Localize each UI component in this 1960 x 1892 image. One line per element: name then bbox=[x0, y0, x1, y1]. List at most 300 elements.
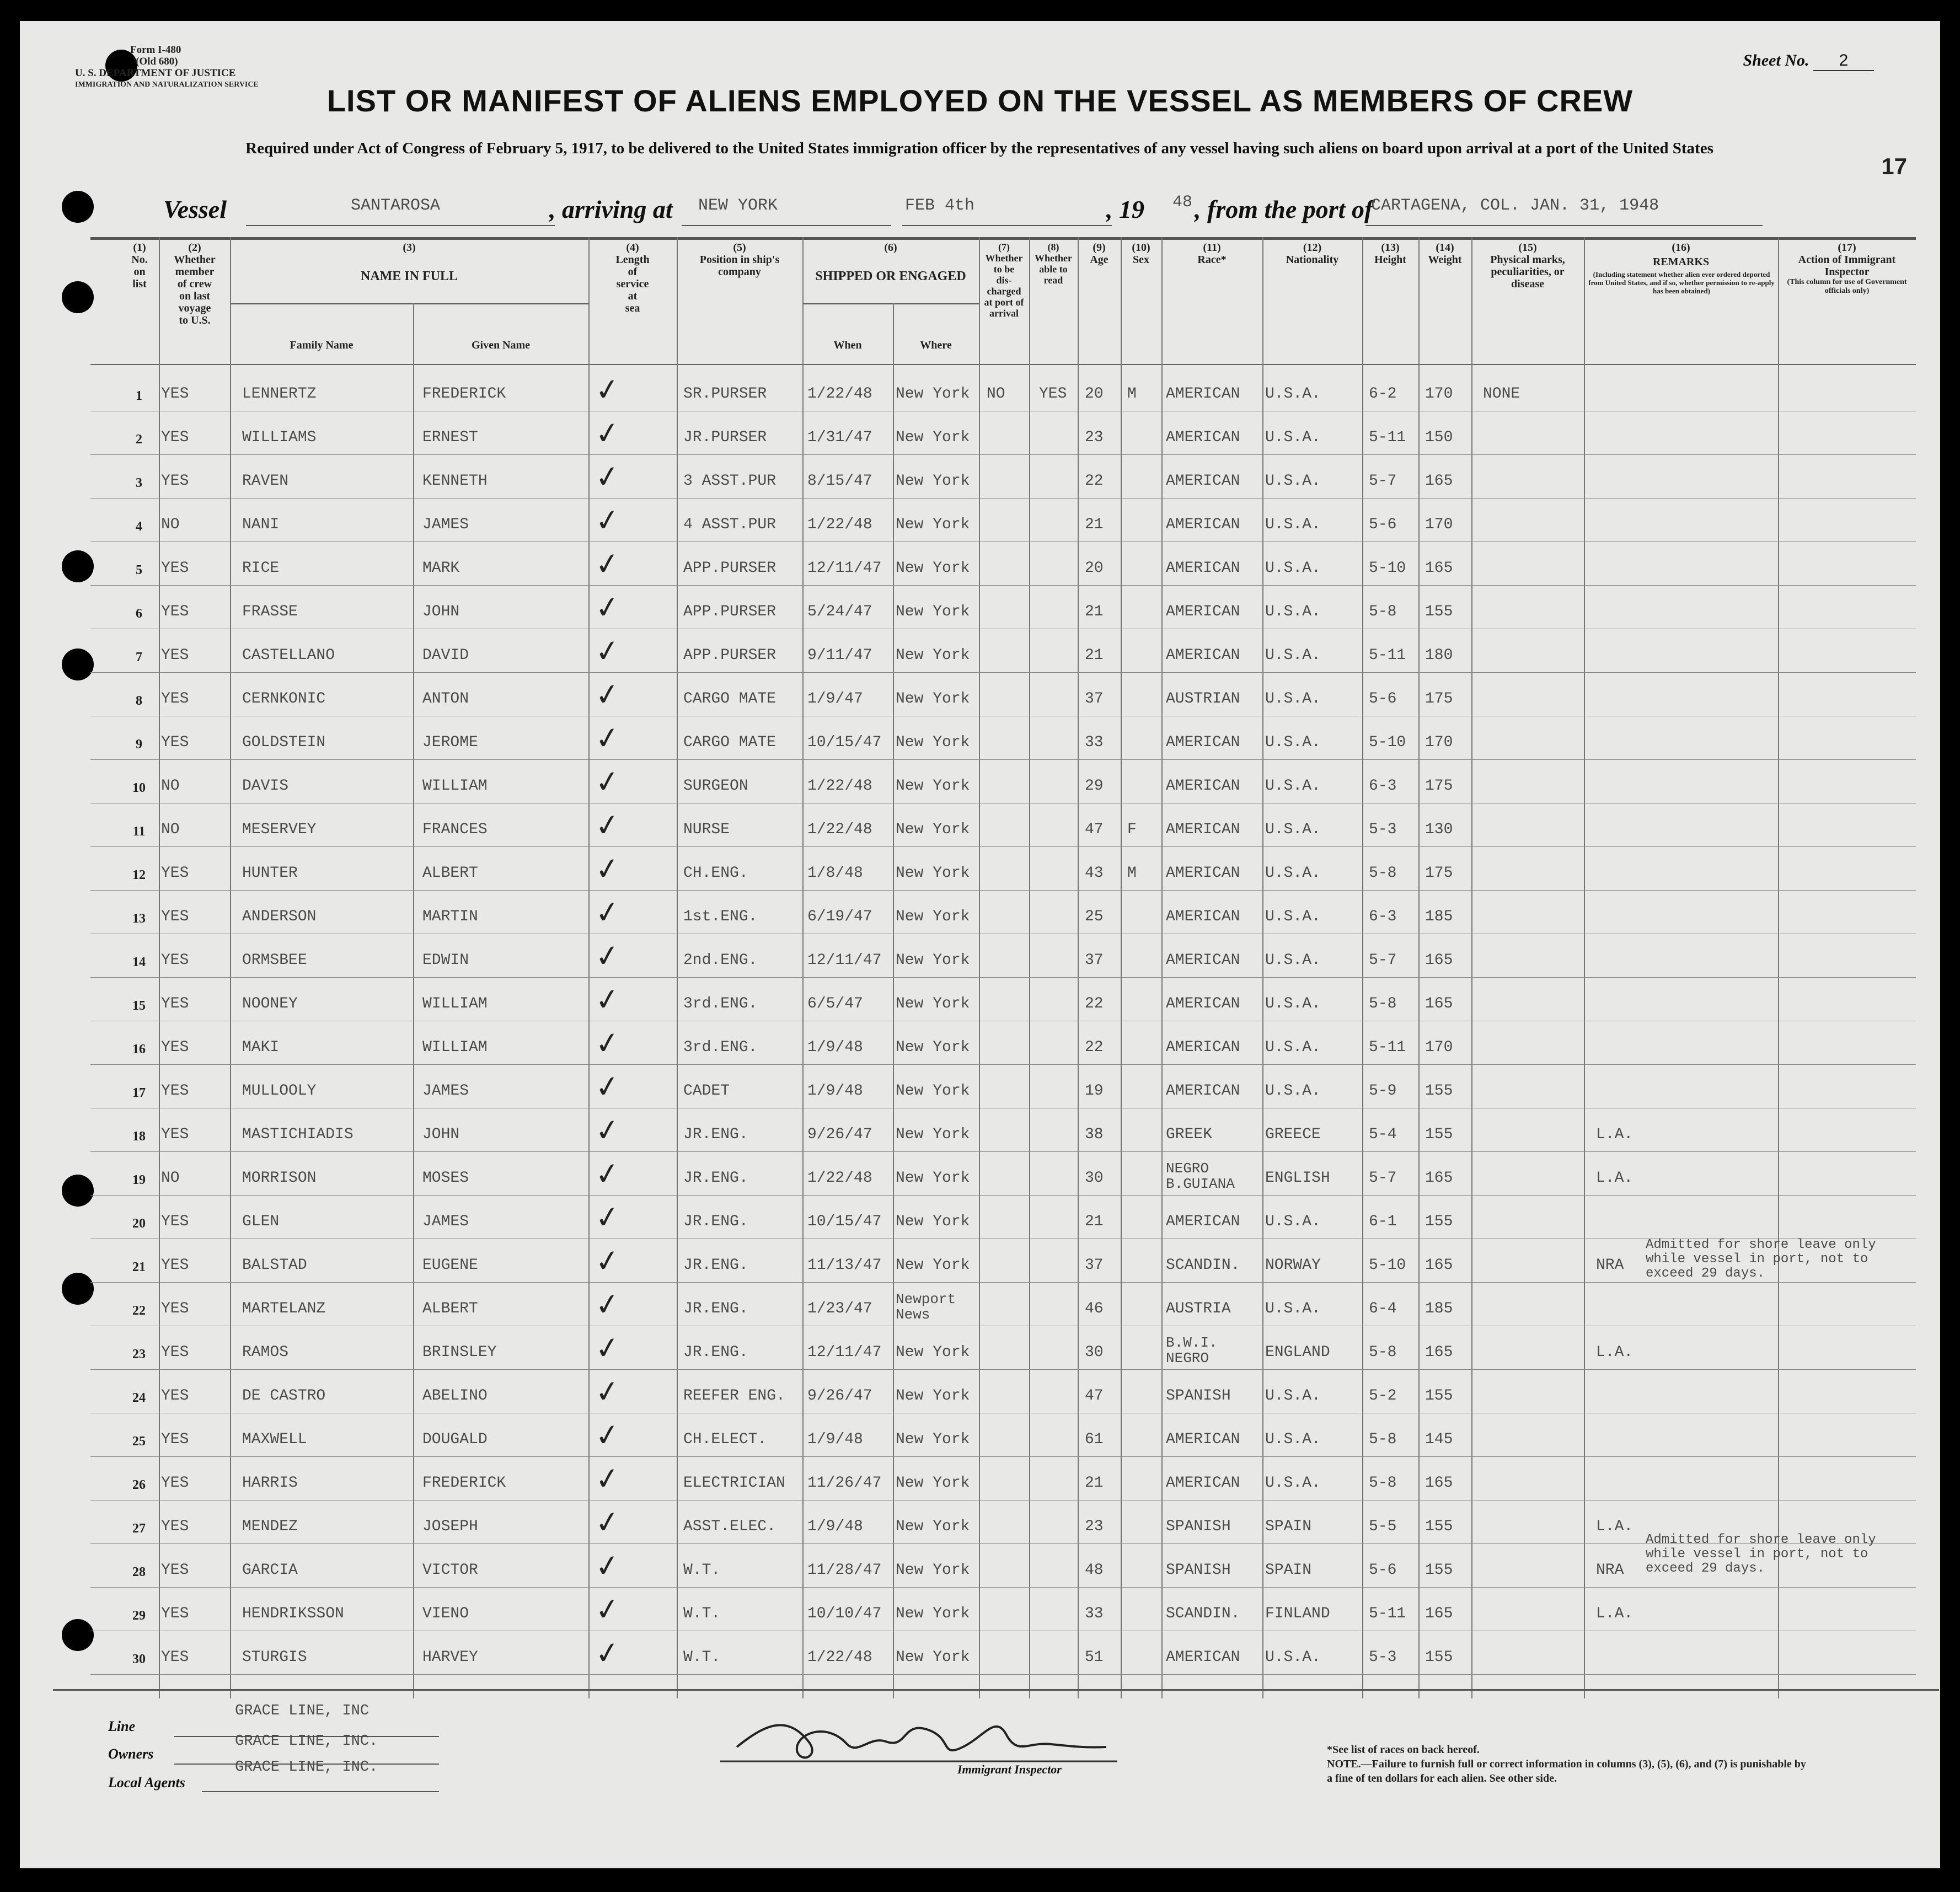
row-shipped-where: New York bbox=[896, 734, 970, 751]
row-race: AMERICAN bbox=[1166, 1431, 1240, 1448]
row-weight: 155 bbox=[1425, 603, 1453, 620]
row-given-name: JAMES bbox=[422, 1213, 469, 1230]
col-header-no: (1) No. on list bbox=[131, 242, 148, 290]
row-weight: 185 bbox=[1425, 908, 1453, 925]
col-header-discharged: (7) Whether to be dis- charged at port of arrival bbox=[984, 242, 1024, 319]
row-position: NURSE bbox=[683, 821, 730, 838]
row-family-name: RICE bbox=[242, 560, 280, 577]
row-shipped-where: New York bbox=[896, 865, 970, 882]
row-weight: 155 bbox=[1425, 1649, 1453, 1666]
row-weight: 185 bbox=[1425, 1300, 1453, 1317]
races-note: *See list of races on back hereof. bbox=[1327, 1744, 1480, 1756]
row-shipped-where: New York bbox=[896, 647, 970, 664]
row-nationality: SPAIN bbox=[1265, 1562, 1312, 1579]
punch-hole bbox=[62, 648, 94, 680]
row-shipped-where: New York bbox=[896, 1213, 970, 1230]
col-header-age: (9) Age bbox=[1090, 242, 1108, 266]
from-port: CARTAGENA, COL. JAN. 31, 1948 bbox=[1371, 196, 1659, 215]
row-shipped-when: 1/22/48 bbox=[807, 385, 872, 403]
row-member: YES bbox=[161, 1649, 189, 1666]
row-race: AMERICAN bbox=[1166, 1213, 1240, 1230]
service-checkmark-icon: ✓ bbox=[592, 1155, 623, 1193]
row-given-name: ALBERT bbox=[422, 865, 478, 882]
row-age: 29 bbox=[1085, 778, 1104, 795]
row-race: AUSTRIAN bbox=[1166, 690, 1240, 708]
row-number: 9 bbox=[136, 737, 142, 752]
row-member: NO bbox=[161, 516, 180, 533]
row-given-name: KENNETH bbox=[422, 473, 488, 490]
arrival-date: FEB 4th bbox=[905, 196, 975, 215]
col-header-when: When bbox=[833, 339, 862, 351]
row-race: AMERICAN bbox=[1166, 821, 1240, 838]
row-race: AMERICAN bbox=[1166, 952, 1240, 969]
row-nationality: ENGLAND bbox=[1265, 1344, 1330, 1361]
row-weight: 155 bbox=[1425, 1126, 1453, 1143]
service-checkmark-icon: ✓ bbox=[592, 1373, 623, 1411]
row-family-name: CERNKONIC bbox=[242, 690, 326, 708]
row-shipped-when: 1/22/48 bbox=[807, 821, 872, 838]
row-position: JR.ENG. bbox=[683, 1126, 748, 1143]
row-given-name: JAMES bbox=[422, 516, 469, 533]
row-race: AMERICAN bbox=[1166, 1039, 1240, 1056]
footer-line-label: Line bbox=[108, 1718, 136, 1734]
row-number: 19 bbox=[132, 1173, 146, 1187]
row-position: APP.PURSER bbox=[683, 647, 776, 664]
row-age: 47 bbox=[1085, 1387, 1104, 1405]
row-weight: 165 bbox=[1425, 1475, 1453, 1492]
row-given-name: ALBERT bbox=[422, 1300, 478, 1317]
row-member: YES bbox=[161, 1126, 189, 1143]
row-number: 18 bbox=[132, 1129, 146, 1144]
row-number: 29 bbox=[132, 1609, 146, 1623]
row-nationality: U.S.A. bbox=[1265, 473, 1321, 490]
service-checkmark-icon: ✓ bbox=[592, 1285, 623, 1323]
row-race: AMERICAN bbox=[1166, 865, 1240, 882]
row-race: AMERICAN bbox=[1166, 734, 1240, 751]
row-nationality: U.S.A. bbox=[1265, 385, 1321, 403]
row-shipped-when: 9/26/47 bbox=[807, 1387, 872, 1405]
row-position: JR.ENG. bbox=[683, 1257, 748, 1274]
row-member: YES bbox=[161, 1518, 189, 1535]
row-position: SURGEON bbox=[683, 778, 748, 795]
row-shipped-when: 1/8/48 bbox=[807, 865, 863, 882]
row-member: YES bbox=[161, 1344, 189, 1361]
shore-leave-note: Admitted for shore leave only while vessel in port, not to exceed 29 days. bbox=[1646, 1532, 1876, 1576]
row-position: JR.ENG. bbox=[683, 1300, 748, 1317]
row-number: 25 bbox=[132, 1434, 146, 1449]
punch-hole bbox=[62, 191, 94, 223]
row-weight: 165 bbox=[1425, 1170, 1453, 1187]
row-age: 43 bbox=[1085, 865, 1104, 882]
row-position: SR.PURSER bbox=[683, 385, 767, 403]
row-shipped-when: 10/15/47 bbox=[807, 1213, 882, 1230]
punch-hole bbox=[62, 1619, 94, 1651]
row-given-name: JOHN bbox=[422, 603, 460, 620]
row-position: W.T. bbox=[683, 1605, 721, 1622]
row-weight: 165 bbox=[1425, 952, 1453, 969]
row-nationality: U.S.A. bbox=[1265, 821, 1321, 838]
col-header-marks: (15) Physical marks, peculiarities, or disease bbox=[1490, 242, 1565, 290]
row-number: 7 bbox=[136, 650, 142, 664]
row-nationality: U.S.A. bbox=[1265, 1039, 1321, 1056]
row-family-name: GARCIA bbox=[242, 1562, 298, 1579]
service-checkmark-icon: ✓ bbox=[592, 893, 623, 931]
row-shipped-when: 6/5/47 bbox=[807, 995, 863, 1012]
row-family-name: MAXWELL bbox=[242, 1431, 307, 1448]
row-number: 20 bbox=[132, 1216, 146, 1231]
row-race: AMERICAN bbox=[1166, 429, 1240, 446]
col-header-action: (17) Action of Immigrant Inspector bbox=[1798, 242, 1896, 278]
row-given-name: VIENO bbox=[422, 1605, 469, 1622]
row-member: YES bbox=[161, 1039, 189, 1056]
row-member: YES bbox=[161, 1605, 189, 1622]
row-height: 5-3 bbox=[1369, 1649, 1397, 1666]
punch-hole bbox=[62, 1273, 94, 1305]
row-nationality: NORWAY bbox=[1265, 1257, 1321, 1274]
row-weight: 180 bbox=[1425, 647, 1453, 664]
service-checkmark-icon: ✓ bbox=[592, 1111, 623, 1149]
row-sex: M bbox=[1127, 385, 1137, 403]
row-member: YES bbox=[161, 734, 189, 751]
col-header-remarks: REMARKS bbox=[1652, 256, 1710, 268]
row-shipped-when: 10/10/47 bbox=[807, 1605, 882, 1622]
row-height: 5-8 bbox=[1369, 1475, 1397, 1492]
row-race: AMERICAN bbox=[1166, 560, 1240, 577]
footer-owners-value: GRACE LINE, INC. bbox=[235, 1733, 378, 1750]
row-position: ELECTRICIAN bbox=[683, 1475, 785, 1492]
row-remarks: NRA bbox=[1596, 1562, 1624, 1579]
row-nationality: GREECE bbox=[1265, 1126, 1321, 1143]
col-header-remarks-num: (16) bbox=[1672, 242, 1690, 254]
row-family-name: STURGIS bbox=[242, 1649, 307, 1666]
row-height: 5-10 bbox=[1369, 734, 1406, 751]
row-position: CH.ENG. bbox=[683, 865, 748, 882]
row-shipped-where: New York bbox=[896, 1649, 970, 1666]
col-header-family: Family Name bbox=[290, 339, 354, 351]
row-height: 5-11 bbox=[1369, 647, 1406, 664]
row-height: 5-6 bbox=[1369, 690, 1397, 708]
row-age: 21 bbox=[1085, 516, 1104, 533]
row-shipped-where: New York bbox=[896, 516, 970, 533]
arrival-year: 48 bbox=[1172, 193, 1193, 212]
row-race: AMERICAN bbox=[1166, 473, 1240, 490]
row-family-name: NOONEY bbox=[242, 995, 298, 1012]
row-height: 5-7 bbox=[1369, 952, 1397, 969]
row-age: 51 bbox=[1085, 1649, 1104, 1666]
row-family-name: RAVEN bbox=[242, 473, 289, 490]
vessel-name: SANTAROSA bbox=[351, 196, 441, 215]
row-family-name: MESERVEY bbox=[242, 821, 317, 838]
row-shipped-when: 11/28/47 bbox=[807, 1562, 882, 1579]
service-checkmark-icon: ✓ bbox=[592, 1329, 623, 1367]
row-member: YES bbox=[161, 603, 189, 620]
row-position: REEFER ENG. bbox=[683, 1387, 785, 1405]
row-nationality: U.S.A. bbox=[1265, 429, 1321, 446]
row-member: YES bbox=[161, 385, 189, 403]
row-age: 19 bbox=[1085, 1082, 1104, 1100]
row-shipped-where: New York bbox=[896, 1344, 970, 1361]
row-race: AMERICAN bbox=[1166, 995, 1240, 1012]
row-weight: 165 bbox=[1425, 473, 1453, 490]
row-race: AMERICAN bbox=[1166, 603, 1240, 620]
row-shipped-where: New York bbox=[896, 952, 970, 969]
row-shipped-where: New York bbox=[896, 821, 970, 838]
col-header-member: (2) Whether member of crew on last voyage to U.S. bbox=[174, 242, 216, 326]
row-height: 5-2 bbox=[1369, 1387, 1397, 1405]
service-checkmark-icon: ✓ bbox=[592, 806, 623, 844]
row-member: YES bbox=[161, 1082, 189, 1100]
row-age: 61 bbox=[1085, 1431, 1104, 1448]
row-height: 5-9 bbox=[1369, 1082, 1397, 1100]
row-race: AMERICAN bbox=[1166, 385, 1240, 403]
sheet-value: 2 bbox=[1813, 51, 1874, 71]
row-position: JR.ENG. bbox=[683, 1213, 748, 1230]
row-family-name: MASTICHIADIS bbox=[242, 1126, 354, 1143]
row-height: 5-5 bbox=[1369, 1518, 1397, 1535]
row-weight: 170 bbox=[1425, 385, 1453, 403]
service-checkmark-icon: ✓ bbox=[592, 980, 623, 1019]
row-nationality: U.S.A. bbox=[1265, 690, 1321, 708]
row-given-name: ANTON bbox=[422, 690, 469, 708]
service-checkmark-icon: ✓ bbox=[592, 676, 623, 714]
row-family-name: MENDEZ bbox=[242, 1518, 298, 1535]
col-header-remarks-note: (Including statement whether alien ever ordered deported from United States, and if so, whether permission to re-apply has been obtained) bbox=[1588, 270, 1775, 295]
row-height: 5-7 bbox=[1369, 473, 1397, 490]
row-age: 20 bbox=[1085, 560, 1104, 577]
row-remarks: NRA bbox=[1596, 1257, 1624, 1274]
row-shipped-where: New York bbox=[896, 1082, 970, 1100]
row-family-name: NANI bbox=[242, 516, 280, 533]
row-given-name: WILLIAM bbox=[422, 995, 488, 1012]
row-position: W.T. bbox=[683, 1649, 721, 1666]
row-given-name: EUGENE bbox=[422, 1257, 478, 1274]
punch-hole bbox=[62, 1175, 94, 1207]
sheet-label: Sheet No. bbox=[1743, 51, 1809, 69]
penalty-note: NOTE.—Failure to furnish full or correct information in columns (3), (5), (6), and (7) is punishable by a fine of ten dollars for each alien. See other side. bbox=[1327, 1758, 1806, 1784]
row-family-name: ANDERSON bbox=[242, 908, 317, 925]
row-height: 5-8 bbox=[1369, 995, 1397, 1012]
service-checkmark-icon: ✓ bbox=[592, 1416, 623, 1454]
row-nationality: U.S.A. bbox=[1265, 1475, 1321, 1492]
row-shipped-when: 9/26/47 bbox=[807, 1126, 872, 1143]
shore-leave-note: Admitted for shore leave only while vessel in port, not to exceed 29 days. bbox=[1646, 1237, 1876, 1281]
row-shipped-where: New York bbox=[896, 603, 970, 620]
row-height: 6-4 bbox=[1369, 1300, 1397, 1317]
manifest-table bbox=[90, 237, 1916, 1698]
row-shipped-where: New York bbox=[896, 1518, 970, 1535]
row-family-name: DE CASTRO bbox=[242, 1387, 326, 1405]
row-height: 5-4 bbox=[1369, 1126, 1397, 1143]
row-shipped-when: 11/26/47 bbox=[807, 1475, 882, 1492]
row-number: 21 bbox=[132, 1260, 146, 1274]
row-shipped-when: 8/15/47 bbox=[807, 473, 872, 490]
manifest-sheet bbox=[20, 21, 1940, 1868]
row-given-name: DAVID bbox=[422, 647, 469, 664]
row-nationality: U.S.A. bbox=[1265, 995, 1321, 1012]
row-shipped-where: New York bbox=[896, 1562, 970, 1579]
row-nationality: U.S.A. bbox=[1265, 1082, 1321, 1100]
row-sex: M bbox=[1127, 865, 1137, 882]
page-subtitle: Required under Act of Congress of February 5, 1917, to be delivered to the United States immigration officer by the representatives of any vessel having such aliens on board upon arrival at a port of the United States bbox=[245, 140, 1713, 157]
row-shipped-where: New York bbox=[896, 1605, 970, 1622]
from-port-label: , from the port of bbox=[1195, 195, 1373, 223]
row-nationality: U.S.A. bbox=[1265, 734, 1321, 751]
row-weight: 165 bbox=[1425, 1605, 1453, 1622]
row-remarks: L.A. bbox=[1596, 1170, 1634, 1187]
row-remarks: L.A. bbox=[1596, 1344, 1634, 1361]
row-family-name: HARRIS bbox=[242, 1475, 298, 1492]
row-weight: 170 bbox=[1425, 516, 1453, 533]
row-race: AMERICAN bbox=[1166, 908, 1240, 925]
arrival-port: NEW YORK bbox=[698, 196, 778, 215]
row-age: 22 bbox=[1085, 995, 1104, 1012]
row-family-name: GOLDSTEIN bbox=[242, 734, 326, 751]
row-given-name: MARK bbox=[422, 560, 460, 577]
row-weight: 155 bbox=[1425, 1387, 1453, 1405]
page-number: 17 bbox=[1881, 153, 1907, 179]
col-header-read: (8) Whether able to read bbox=[1035, 242, 1072, 286]
row-family-name: DAVIS bbox=[242, 778, 289, 795]
row-shipped-when: 11/13/47 bbox=[807, 1257, 882, 1274]
row-position: 3rd.ENG. bbox=[683, 1039, 758, 1056]
col-header-length: (4) Length of service at sea bbox=[615, 242, 650, 314]
row-race: AMERICAN bbox=[1166, 647, 1240, 664]
row-position: CARGO MATE bbox=[683, 734, 776, 751]
service-checkmark-icon: ✓ bbox=[592, 850, 623, 888]
row-shipped-where: New York bbox=[896, 1170, 970, 1187]
row-weight: 175 bbox=[1425, 778, 1453, 795]
row-given-name: ERNEST bbox=[422, 429, 478, 446]
row-given-name: MARTIN bbox=[422, 908, 478, 925]
service-checkmark-icon: ✓ bbox=[592, 1460, 623, 1498]
row-shipped-when: 1/9/47 bbox=[807, 690, 863, 708]
row-given-name: FREDERICK bbox=[422, 1475, 506, 1492]
row-height: 5-11 bbox=[1369, 1039, 1406, 1056]
row-shipped-when: 1/31/47 bbox=[807, 429, 872, 446]
row-member: YES bbox=[161, 560, 189, 577]
row-given-name: ABELINO bbox=[422, 1387, 488, 1405]
row-number: 14 bbox=[132, 955, 146, 969]
row-race: NEGRO B.GUIANA bbox=[1166, 1160, 1235, 1192]
row-age: 30 bbox=[1085, 1344, 1104, 1361]
footer-agents-value: GRACE LINE, INC. bbox=[235, 1759, 378, 1776]
row-shipped-when: 1/22/48 bbox=[807, 1170, 872, 1187]
row-nationality: U.S.A. bbox=[1265, 1649, 1321, 1666]
row-remarks: L.A. bbox=[1596, 1518, 1634, 1535]
row-remarks: L.A. bbox=[1596, 1605, 1634, 1622]
row-shipped-when: 12/11/47 bbox=[807, 952, 882, 969]
service: IMMIGRATION AND NATURALIZATION SERVICE bbox=[75, 81, 259, 89]
row-member: YES bbox=[161, 1562, 189, 1579]
row-number: 3 bbox=[136, 476, 142, 490]
arriving-label: , arriving at bbox=[549, 195, 673, 223]
row-age: 38 bbox=[1085, 1126, 1104, 1143]
row-number: 13 bbox=[132, 912, 146, 926]
row-position: 2nd.ENG. bbox=[683, 952, 758, 969]
row-number: 5 bbox=[136, 563, 142, 577]
service-checkmark-icon: ✓ bbox=[592, 1590, 623, 1628]
row-age: 46 bbox=[1085, 1300, 1104, 1317]
row-discharged: NO bbox=[987, 385, 1005, 403]
row-given-name: WILLIAM bbox=[422, 778, 488, 795]
row-height: 5-8 bbox=[1369, 1344, 1397, 1361]
row-weight: 170 bbox=[1425, 1039, 1453, 1056]
row-member: YES bbox=[161, 473, 189, 490]
row-shipped-when: 9/11/47 bbox=[807, 647, 872, 664]
row-weight: 155 bbox=[1425, 1213, 1453, 1230]
form-number: Form I-480 bbox=[130, 44, 181, 56]
row-weight: 165 bbox=[1425, 995, 1453, 1012]
row-weight: 145 bbox=[1425, 1431, 1453, 1448]
row-race: SPANISH bbox=[1166, 1387, 1231, 1405]
row-member: YES bbox=[161, 1387, 189, 1405]
row-family-name: MAKI bbox=[242, 1039, 280, 1056]
row-height: 5-11 bbox=[1369, 1605, 1406, 1622]
row-nationality: U.S.A. bbox=[1265, 778, 1321, 795]
row-nationality: U.S.A. bbox=[1265, 1213, 1321, 1230]
row-shipped-when: 5/24/47 bbox=[807, 603, 872, 620]
row-nationality: U.S.A. bbox=[1265, 647, 1321, 664]
row-shipped-when: 1/9/48 bbox=[807, 1039, 863, 1056]
row-number: 27 bbox=[132, 1521, 146, 1536]
row-race: AUSTRIA bbox=[1166, 1300, 1231, 1317]
row-family-name: HUNTER bbox=[242, 865, 298, 882]
row-number: 15 bbox=[132, 999, 146, 1013]
row-weight: 150 bbox=[1425, 429, 1453, 446]
row-family-name: FRASSE bbox=[242, 603, 298, 620]
row-shipped-when: 1/22/48 bbox=[807, 1649, 872, 1666]
row-nationality: U.S.A. bbox=[1265, 1300, 1321, 1317]
row-race: AMERICAN bbox=[1166, 1649, 1240, 1666]
row-height: 5-8 bbox=[1369, 1431, 1397, 1448]
row-weight: 130 bbox=[1425, 821, 1453, 838]
row-weight: 165 bbox=[1425, 560, 1453, 577]
row-given-name: JOSEPH bbox=[422, 1518, 478, 1535]
row-member: YES bbox=[161, 647, 189, 664]
row-nationality: U.S.A. bbox=[1265, 952, 1321, 969]
row-shipped-where: New York bbox=[896, 908, 970, 925]
row-age: 37 bbox=[1085, 690, 1104, 708]
row-shipped-where: New York bbox=[896, 1475, 970, 1492]
service-checkmark-icon: ✓ bbox=[592, 1547, 623, 1585]
row-position: 4 ASST.PUR bbox=[683, 516, 776, 533]
row-race: SCANDIN. bbox=[1166, 1257, 1240, 1274]
row-physical-marks: NONE bbox=[1483, 385, 1520, 403]
row-number: 17 bbox=[132, 1086, 146, 1100]
row-shipped-where: New York bbox=[896, 560, 970, 577]
row-family-name: WILLIAMS bbox=[242, 429, 317, 446]
col-header-race: (11) Race* bbox=[1197, 242, 1227, 266]
row-weight: 165 bbox=[1425, 1344, 1453, 1361]
service-checkmark-icon: ✓ bbox=[592, 937, 623, 975]
service-checkmark-icon: ✓ bbox=[592, 1068, 623, 1106]
row-member: YES bbox=[161, 952, 189, 969]
footer-line-value: GRACE LINE, INC bbox=[235, 1703, 369, 1719]
service-checkmark-icon: ✓ bbox=[592, 501, 623, 539]
row-shipped-where: New York bbox=[896, 385, 970, 403]
row-age: 22 bbox=[1085, 1039, 1104, 1056]
row-member: NO bbox=[161, 1170, 180, 1187]
row-nationality: FINLAND bbox=[1265, 1605, 1330, 1622]
service-checkmark-icon: ✓ bbox=[592, 1198, 623, 1236]
row-member: NO bbox=[161, 778, 180, 795]
row-position: APP.PURSER bbox=[683, 560, 776, 577]
inspector-label: Immigrant Inspector bbox=[957, 1762, 1062, 1776]
row-nationality: U.S.A. bbox=[1265, 908, 1321, 925]
row-family-name: LENNERTZ bbox=[242, 385, 317, 403]
row-family-name: CASTELLANO bbox=[242, 647, 335, 664]
row-family-name: RAMOS bbox=[242, 1344, 289, 1361]
